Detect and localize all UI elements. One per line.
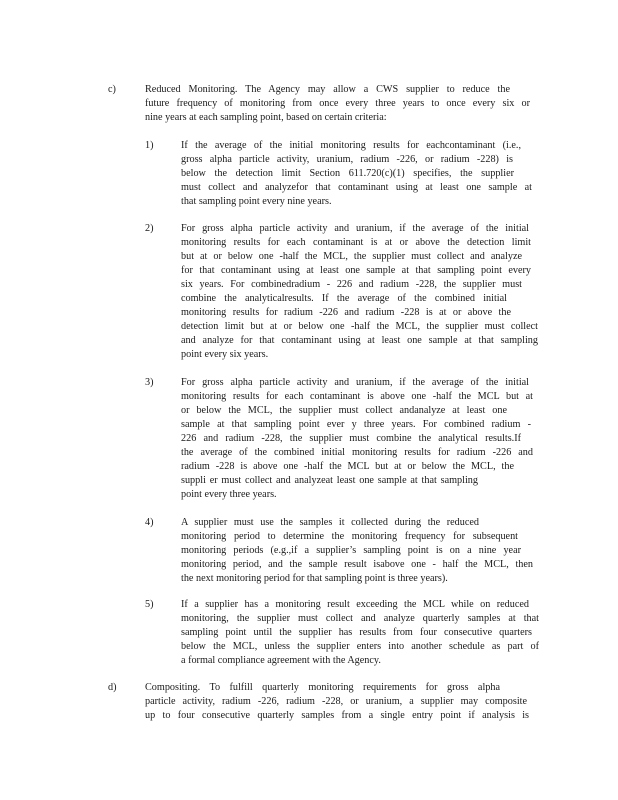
text-line: must collect and analyzefor that contaminant using at least one sample at	[181, 182, 532, 193]
text-line: monitoring period to determine the monitoring frequency for subsequent	[181, 531, 518, 542]
text-line: monitoring period, and the sample result isabove one - half the MCL, then	[181, 559, 533, 570]
subitem-text	[181, 139, 532, 209]
subitem-label: 3)	[145, 377, 154, 388]
text-line: point every six years.	[181, 349, 269, 360]
section-text	[145, 83, 530, 125]
text-line: future frequency of monitoring from once every three years to once every six or	[145, 98, 530, 109]
subitem-label: 2)	[145, 223, 154, 234]
text-line: but at or below one -half the MCL, the supplier must collect and analyze	[181, 251, 522, 262]
text-line: Compositing. To fulfill quarterly monitoring requirements for gross alpha	[145, 682, 500, 693]
section-label: d)	[108, 682, 117, 693]
subitem-text	[181, 222, 538, 362]
text-line: monitoring results for each contaminant is at or above the detection limit	[181, 237, 531, 248]
text-line: monitoring, the supplier must collect and analyze quarterly samples at that	[181, 613, 539, 624]
section-text	[145, 681, 529, 723]
text-line: six years. For combinedradium - 226 and radium -228, the supplier must	[181, 279, 522, 290]
text-line: sampling point until the supplier has results from four consecutive quarters	[181, 627, 532, 638]
subitem-text	[181, 376, 533, 502]
text-line: If the average of the initial monitoring results for eachcontaminant (i.e.,	[181, 140, 521, 151]
subitem-text	[181, 598, 539, 668]
text-line: the next monitoring period for that sampling point is three years).	[181, 573, 448, 584]
text-line: monitoring results for each contaminant is above one -half the MCL but at	[181, 391, 533, 402]
text-line: below the detection limit Section 611.720(c)(1) specifies, the supplier	[181, 168, 514, 179]
subitem-text	[181, 516, 533, 586]
section-label: c)	[108, 84, 116, 95]
text-line: A supplier must use the samples it collected during the reduced	[181, 517, 479, 528]
text-line: monitoring results for radium -226 and radium -228 is at or above the	[181, 307, 511, 318]
text-line: for that contaminant using at least one sample at that sampling point every	[181, 265, 531, 276]
subitem-label: 5)	[145, 599, 154, 610]
text-line: that sampling point every nine years.	[181, 196, 332, 207]
text-line: combine the analyticalresults. If the average of the combined initial	[181, 293, 507, 304]
text-line: Reduced Monitoring. The Agency may allow a CWS supplier to reduce the	[145, 84, 510, 95]
text-line: sample at that sampling point ever y three years. For combined radium -	[181, 419, 531, 430]
text-line: gross alpha particle activity, uranium, radium -226, or radium -228) is	[181, 154, 513, 165]
text-line: up to four consecutive quarterly samples from a single entry point if analysis is	[145, 710, 529, 721]
subitem-label: 1)	[145, 140, 154, 151]
text-line: or below the MCL, the supplier must collect andanalyze at least one	[181, 405, 507, 416]
text-line: If a supplier has a monitoring result exceeding the MCL while on reduced	[181, 599, 529, 610]
subitem-label: 4)	[145, 517, 154, 528]
text-line: particle activity, radium -226, radium -228, or uranium, a supplier may composite	[145, 696, 527, 707]
text-line: the average of the combined initial monitoring results for radium -226 and	[181, 447, 533, 458]
text-line: monitoring periods (e.g.,if a supplier’s sampling point is on a nine year	[181, 545, 521, 556]
text-line: and analyze for that contaminant using at least one sample at that sampling	[181, 335, 538, 346]
text-line: detection limit but at or below one -half the MCL, the supplier must collect	[181, 321, 538, 332]
text-line: below the MCL, unless the supplier enters into another schedule as part of	[181, 641, 539, 652]
text-line: 226 and radium -228, the supplier must combine the analytical results.If	[181, 433, 521, 444]
text-line: radium -228 is above one -half the MCL but at or below the MCL, the	[181, 461, 514, 472]
text-line: For gross alpha particle activity and uranium, if the average of the initial	[181, 377, 529, 388]
text-line: nine years at each sampling point, based on certain criteria:	[145, 112, 387, 123]
text-line: suppli er must collect and analyzeat least one sample at that sampling	[181, 475, 478, 486]
text-line: point every three years.	[181, 489, 277, 500]
text-line: a formal compliance agreement with the Agency.	[181, 655, 381, 666]
text-line: For gross alpha particle activity and uranium, if the average of the initial	[181, 223, 529, 234]
